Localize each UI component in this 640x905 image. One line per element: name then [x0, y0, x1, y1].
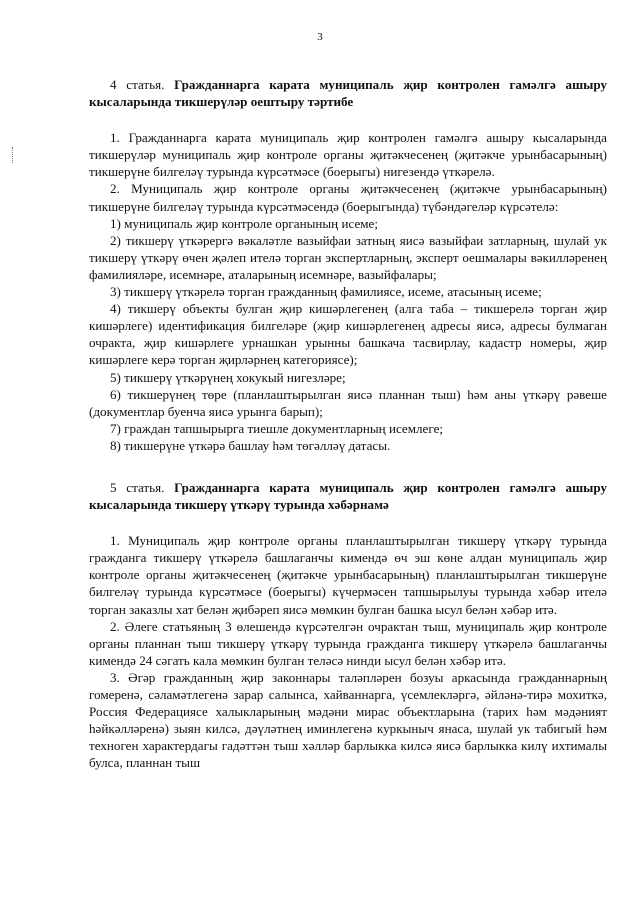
page-number: 3 [317, 31, 323, 43]
article-4-number: 4 статья. [110, 77, 165, 92]
spacer [89, 110, 607, 129]
article-4-list-item: 7) граждан тапшырырга тиешле документларның исемлеге; [110, 420, 444, 436]
document-body [89, 76, 607, 771]
article-4-list-item: 1) муниципаль җир контроле органының исеме; [110, 215, 378, 231]
article-5-paragraph: 3. Әгәр гражданның җир законнары таләпләрен бозуы аркасында гражданнарның гомеренә, сәламәтлегенә зарар салынса, хайваннарга, үсемлекләргә, әйләнә-тирә мохиткә, Россия Федерациясе халыкларының мәдәни мирас объектларына (тарих һәм мәдәният һәйкәлләренә) зыян килсә, дәүләтнең иминлегенә куркыныч янаса, шулай ук табигый һәм техноген характердагы гадәттән тыш хәлләр барлыкка килсә яисә барлыкка килү ихтималы булса, планнан тыш [89, 669, 607, 771]
article-4-paragraph: 1. Гражданнарга карата муниципаль җир контролен гамәлгә ашыру кысаларында тикшерүләр муниципаль җир контроле органы җитәкчесенең (җитәкче урынбасарының) тикшерүне билгеләү турында күрсәтмәсе (боерыгы) нигезендә үткәрелә. [89, 130, 607, 180]
article-5-number: 5 статья. [110, 479, 165, 495]
article-4-list-item: 8) тикшерүне үткәрә башлау һәм төгәлләү датасы. [110, 437, 391, 453]
article-4-heading [89, 76, 607, 110]
article-4-list-item: 3) тикшерү үткәрелә торган гражданның фамилиясе, исеме, атасының исеме; [110, 284, 542, 300]
article-5-paragraph: 2. Әлеге статьяның 3 өлешендә күрсәтелгән очрактан тыш, муниципаль җир контроле органы планнан тыш тикшерү үткәрү турында гражданга тикшерү үткәрелә башлаганчы кимендә 24 сәгать кала мөмкин булган теләсә нинди ысул белән хәбәр итә. [89, 618, 607, 668]
article-4-list-item: 5) тикшерү үткәрүнең хокукый нигезләре; [110, 369, 346, 385]
article-4-list-item: 2) тикшерү үткәрергә вәкаләтле вазыйфаи затның яисә вазыйфаи затларның, шулай ук тикшерү үткәрү өчен җәлеп ителә торган экспертларның, эксперт оешмалары вәкилләренең фамилияләре, исемнәре, аталарының исемнәре, вазыйфалары; [89, 232, 607, 282]
article-5-heading [89, 479, 607, 513]
article-4-list-item: 4) тикшерү объекты булган җир кишәрлегенең (алга таба – тикшерелә торган җир кишәрлеге) идентификация билгеләре (җир кишәрлегенең адресы яисә, адресы булмаган очракта, җир кишәрлеге урнашкан урынны башкача тасвирлау, кадастр номеры, җир кишәрлеге керә торган җирләрнең категориясе); [89, 301, 607, 368]
article-4-paragraph: 2. Муниципаль җир контроле органы җитәкчесенең (җитәкче урынбасарының) тикшерүне билгеләү турында күрсәтмәсендә (боерыгында) түбәндәгеләр күрсәтелә: [89, 181, 607, 214]
spacer [89, 513, 607, 532]
article-5-paragraph: 1. Муниципаль җир контроле органы планлаштырылган тикшерү үткәрү турында гражданга тикшерү үткәрелә башлаганчы кимендә өч эш көне алдан муниципаль җир контроле органы җитәкчесенең (җитәкче урынбасарының) планлаштырылган тикшерүне билгеләү турында күрсәтмәсе (боерыгы) күчермәсен тапшырылуы турында хәбәр ителә торган заказлы хат белән җибәреп яисә мөмкин булган башка ысул белән хәбәр итә. [89, 533, 607, 617]
article-5-title: Гражданнарга карата муниципаль җир контролен гамәлгә ашыру кысаларында тикшерү үткәрү турында хәбәрнамә [89, 479, 607, 513]
article-4-list-item: 6) тикшерүнең төре (планлаштырылган яисә планнан тыш) һәм аны үткәрү рәвеше (документлар буенча яисә урынга барып); [89, 386, 607, 419]
article-4-title: Гражданнарга карата муниципаль җир контролен гамәлгә ашыру кысаларында тикшерүләр оештыру тәртибе [89, 77, 607, 110]
margin-mark [12, 147, 15, 163]
spacer [89, 454, 607, 479]
